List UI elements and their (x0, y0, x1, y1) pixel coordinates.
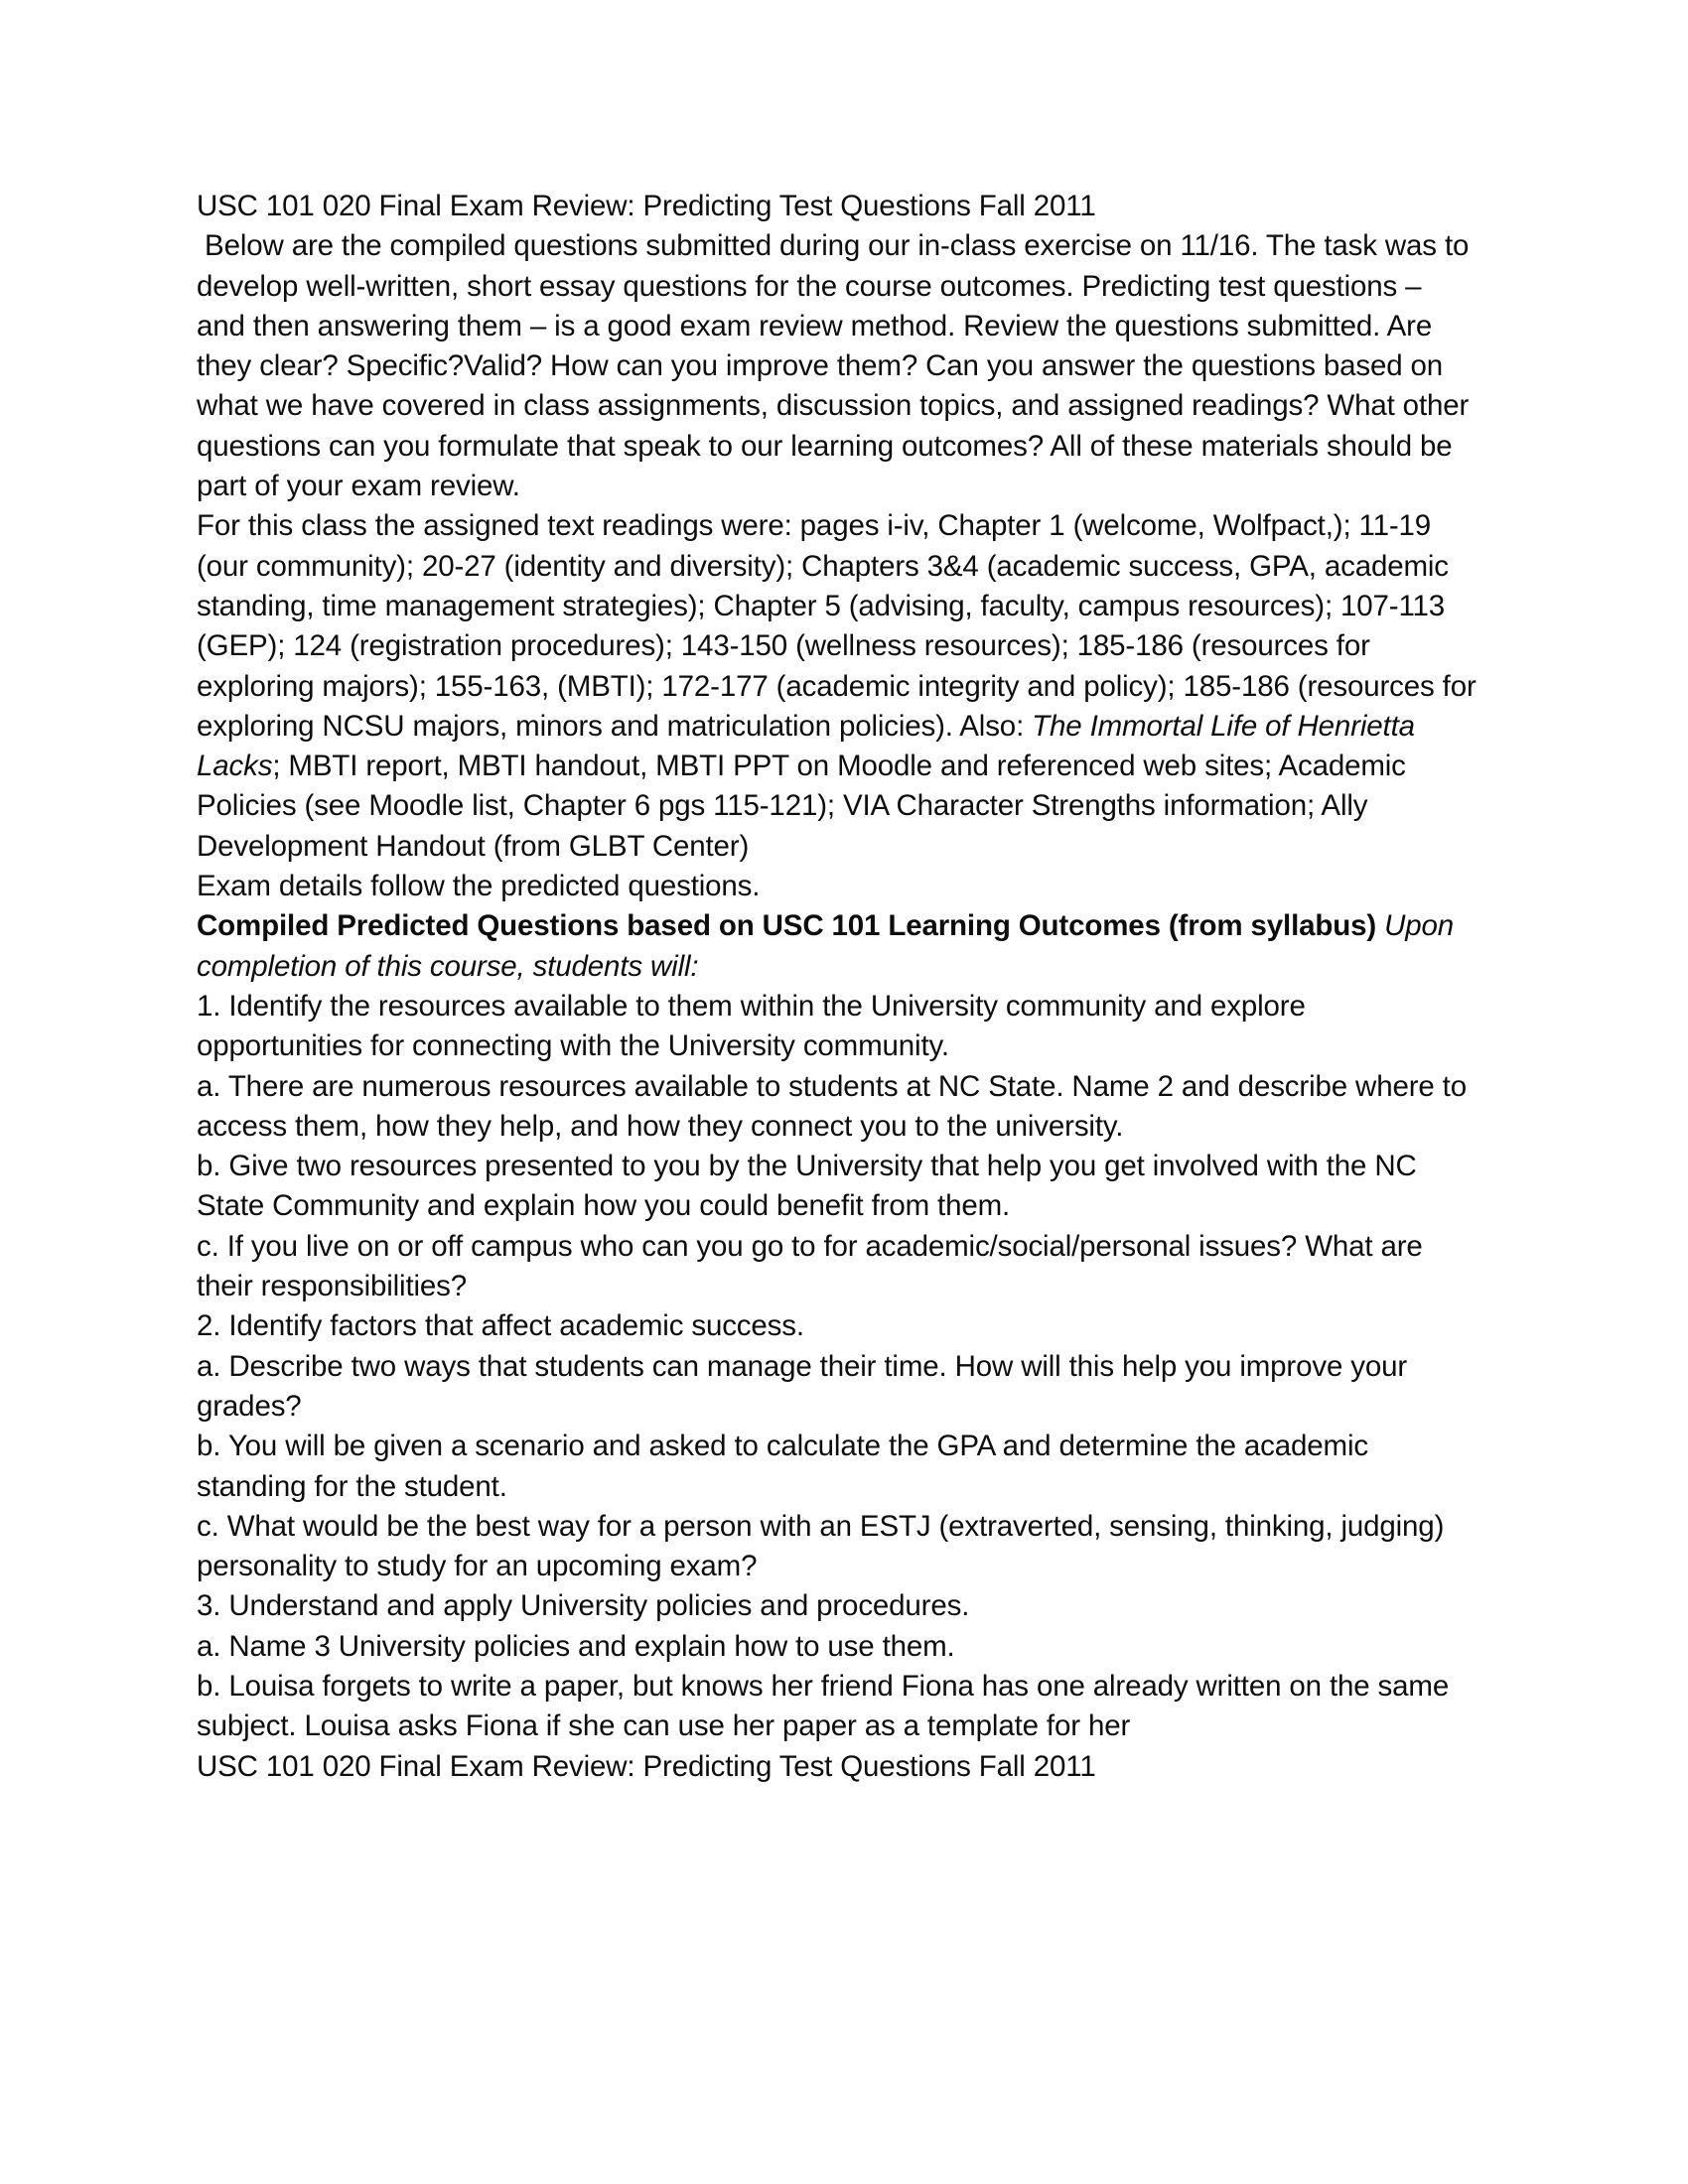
assigned-readings-paragraph (197, 506, 1484, 867)
outcome-1-item-b: b. Give two resources presented to you by the University that help you get involved with the NC State Community and explain how you could benefit from them. (197, 1150, 1425, 1223)
document-header-line: USC 101 020 Final Exam Review: Predicting Test Questions Fall 2011 (197, 190, 1096, 222)
exam-details-line: Exam details follow the predicted questions. (197, 870, 761, 903)
outcome-2-item-b: b. You will be given a scenario and asked to calculate the GPA and determine the academic standing for the student. (197, 1430, 1377, 1503)
outcome-2-item-c: c. What would be the best way for a person with an ESTJ (extraverted, sensing, thinking, judging) personality to study for an upcoming exam? (197, 1509, 1453, 1583)
outcome-2-statement: 2. Identify factors that affect academic success. (197, 1309, 804, 1343)
outcome-1-statement: 1. Identify the resources available to them within the University community and explore opportunities for connecting with the University community. (197, 989, 1314, 1063)
outcome-3-statement: 3. Understand and apply University policies and procedures. (197, 1589, 970, 1623)
readings-text-before-title: For this class the assigned text readings were: pages i-iv, Chapter 1 (welcome, Wolfpact,); 11-19 (our community); 20-27 (identity and diversity); Chapters 3&4 (academic success, GPA, academic standing, time management strategies); Chapter 5 (advising, faculty, campus resources); 107-113 (GEP); 124 (registration procedures); 143-150 (wellness resources); 185-186 (resources for exploring majors); 155-163, (MBTI); 172-177 (academic integrity and policy); 185-186 (resources for exploring NCSU majors, minors and matriculation policies). Also: (197, 509, 1484, 743)
document-footer-line: USC 101 020 Final Exam Review: Predicting Test Questions Fall 2011 (197, 1749, 1096, 1783)
outcome-3-item-b: b. Louisa forgets to write a paper, but knows her friend Fiona has one already written on the same subject. Louisa asks Fiona if she can use her paper as a template for her (197, 1669, 1458, 1743)
outcome-3-item-a: a. Name 3 University policies and explain how to use them. (197, 1629, 955, 1663)
compiled-questions-heading-bold: Compiled Predicted Questions based on USC 101 Learning Outcomes (from syllabus) (197, 909, 1377, 943)
outcome-2-item-a: a. Describe two ways that students can manage their time. How will this help you improve your grades? (197, 1349, 1416, 1423)
compiled-questions-heading (197, 906, 1477, 987)
compiled-questions-heading-italic: Upon completion of this course, students will: (197, 909, 1463, 983)
readings-text-after-title: ; MBTI report, MBTI handout, MBTI PPT on Moodle and referenced web sites; Academic Policies (see Moodle list, Chapter 6 pgs 115-121); VIA Character Strengths information; Ally Development Handout (from GLBT Center) (197, 750, 1414, 863)
intro-paragraph: Below are the compiled questions submitted during our in-class exercise on 11/16. The task was to develop well-written, short essay questions for the course outcomes. Predicting test questions – and then answering them – is a good exam review method. Review the questions submitted. Are they clear? Specific?Valid? How can you improve them? Can you answer the questions based on what we have covered in class assignments, discussion topics, and assigned readings? What other questions can you formulate that speak to our learning outcomes? All of these materials should be part of your exam review. (197, 229, 1477, 503)
outcome-1-item-a: a. There are numerous resources available to students at NC State. Name 2 and describe where to access them, how they help, and how they connect you to the university. (197, 1069, 1476, 1143)
outcome-1-item-c: c. If you live on or off campus who can you go to for academic/social/personal issues? What are their responsibilities? (197, 1229, 1431, 1303)
book-title-italic: The Immortal Life of Henrietta Lacks (197, 709, 1423, 783)
document-body (197, 187, 1484, 1787)
